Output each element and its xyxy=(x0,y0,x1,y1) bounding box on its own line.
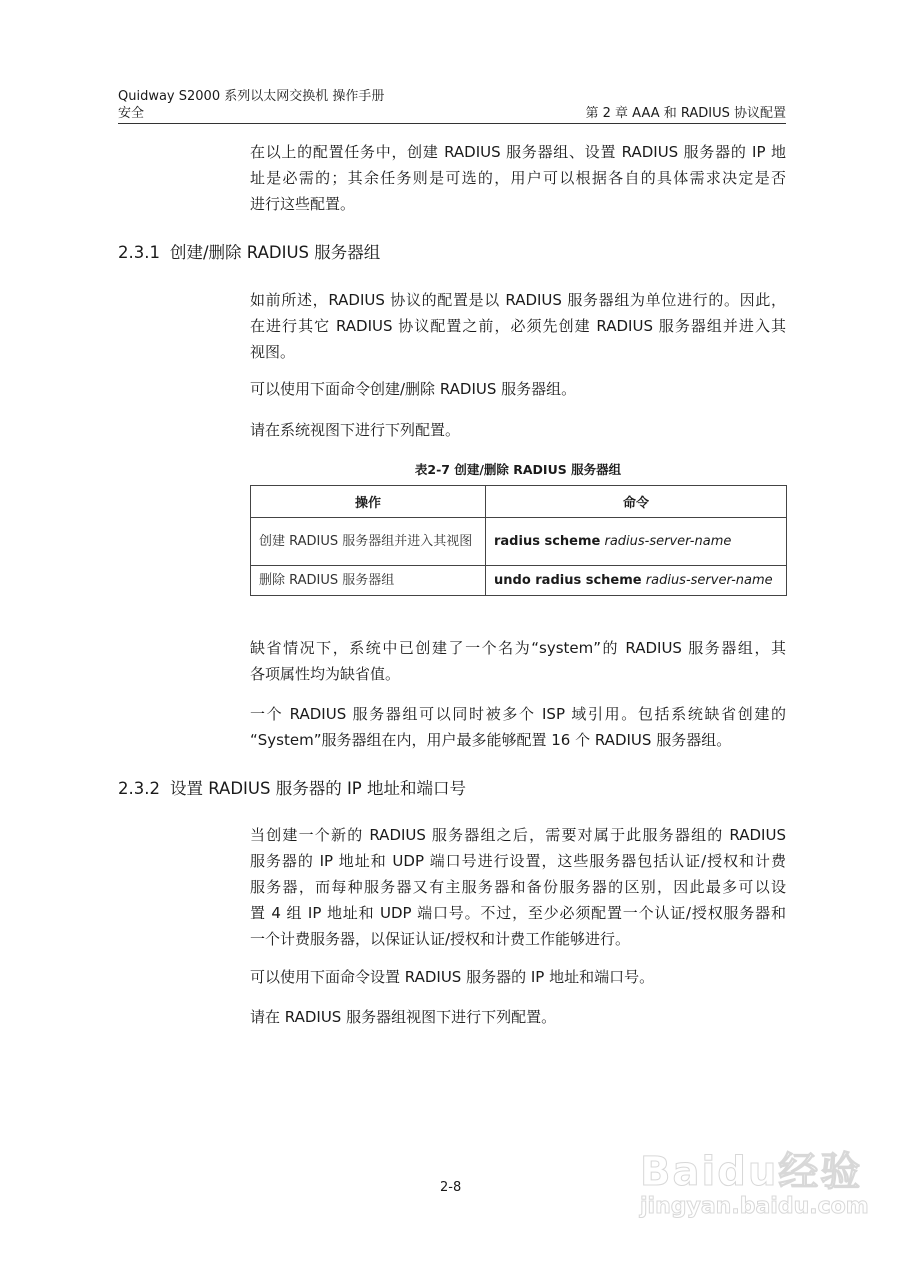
section-heading-2-3-1 xyxy=(118,242,380,264)
paragraph xyxy=(250,1004,786,1030)
text-line: 视图。 xyxy=(250,343,296,361)
section-title: 设置 RADIUS 服务器的 IP 地址和端口号 xyxy=(170,779,467,798)
table-row xyxy=(251,518,787,566)
command-argument: radius-server-name xyxy=(645,573,773,588)
text-line: 如前所述，RADIUS 协议的配置是以 RADIUS 服务器组为单位进行的。因此， xyxy=(250,291,786,309)
page-number: 2-8 xyxy=(440,1180,462,1195)
operation-cell: 删除 RADIUS 服务器组 xyxy=(251,566,486,596)
text-line: 在进行其它 RADIUS 协议配置之前，必须先创建 RADIUS 服务器组并进入其 xyxy=(250,317,786,335)
column-header-operation: 操作 xyxy=(251,486,486,518)
paragraph xyxy=(250,635,786,687)
command-argument: radius-server-name xyxy=(604,534,732,549)
section-heading-2-3-2 xyxy=(118,778,466,800)
paragraph xyxy=(250,964,786,990)
text-line: 可以使用下面命令创建/删除 RADIUS 服务器组。 xyxy=(250,380,577,398)
command-keyword: undo radius scheme xyxy=(494,573,642,588)
text-line: 在以上的配置任务中，创建 RADIUS 服务器组、设置 RADIUS 服务器的 IP 地 xyxy=(250,143,786,161)
text-line: 址是必需的；其余任务则是可选的，用户可以根据各自的具体需求决定是否 xyxy=(250,169,786,187)
paragraph xyxy=(250,417,786,443)
table-row xyxy=(251,566,787,596)
command-cell xyxy=(486,566,787,596)
paragraph xyxy=(250,701,786,753)
section-number: 2.3.1 xyxy=(118,243,160,262)
text-line: 置 4 组 IP 地址和 UDP 端口号。不过，至少必须配置一个认证/授权服务器和 xyxy=(250,904,786,922)
paragraph xyxy=(250,287,786,365)
command-cell xyxy=(486,518,787,566)
text-line: 当创建一个新的 RADIUS 服务器组之后，需要对属于此服务器组的 RADIUS xyxy=(250,826,786,844)
text-line: 缺省情况下，系统中已创建了一个名为“system”的 RADIUS 服务器组，其 xyxy=(250,639,786,657)
baidu-watermark xyxy=(640,1150,869,1220)
intro-paragraph xyxy=(250,139,786,217)
table-caption: 表2-7 创建/删除 RADIUS 服务器组 xyxy=(414,462,622,477)
text-line: 服务器，而每种服务器又有主服务器和备份服务器的区别，因此最多可以设 xyxy=(250,878,786,896)
text-line: “System”服务器组在内，用户最多能够配置 16 个 RADIUS 服务器组。 xyxy=(250,731,732,749)
text-line: 一个计费服务器，以保证认证/授权和计费工作能够进行。 xyxy=(250,930,631,948)
column-header-command: 命令 xyxy=(486,486,787,518)
section-title: 创建/删除 RADIUS 服务器组 xyxy=(170,243,381,262)
text-line: 一个 RADIUS 服务器组可以同时被多个 ISP 域引用。包括系统缺省创建的 xyxy=(250,705,786,723)
text-line: 进行这些配置。 xyxy=(250,195,356,213)
watermark-url: jingyan.baidu.com xyxy=(640,1194,869,1219)
text-line: 请在系统视图下进行下列配置。 xyxy=(250,421,461,439)
paragraph xyxy=(250,376,786,402)
section-number: 2.3.2 xyxy=(118,779,160,798)
text-line: 可以使用下面命令设置 RADIUS 服务器的 IP 地址和端口号。 xyxy=(250,968,655,986)
header-rule xyxy=(118,123,786,124)
header-title: Quidway S2000 系列以太网交换机 操作手册 xyxy=(118,89,385,104)
command-keyword: radius scheme xyxy=(494,534,601,549)
header-chapter: 第 2 章 AAA 和 RADIUS 协议配置 xyxy=(585,106,786,121)
text-line: 各项属性均为缺省值。 xyxy=(250,665,401,683)
command-table xyxy=(250,485,787,596)
header-section: 安全 xyxy=(118,106,145,121)
watermark-logo: Baidu经验 xyxy=(640,1149,863,1195)
operation-cell: 创建 RADIUS 服务器组并进入其视图 xyxy=(251,518,486,566)
text-line: 服务器的 IP 地址和 UDP 端口号进行设置，这些服务器包括认证/授权和计费 xyxy=(250,852,786,870)
text-line: 请在 RADIUS 服务器组视图下进行下列配置。 xyxy=(250,1008,557,1026)
table-header-row xyxy=(251,486,787,518)
paragraph xyxy=(250,822,786,952)
